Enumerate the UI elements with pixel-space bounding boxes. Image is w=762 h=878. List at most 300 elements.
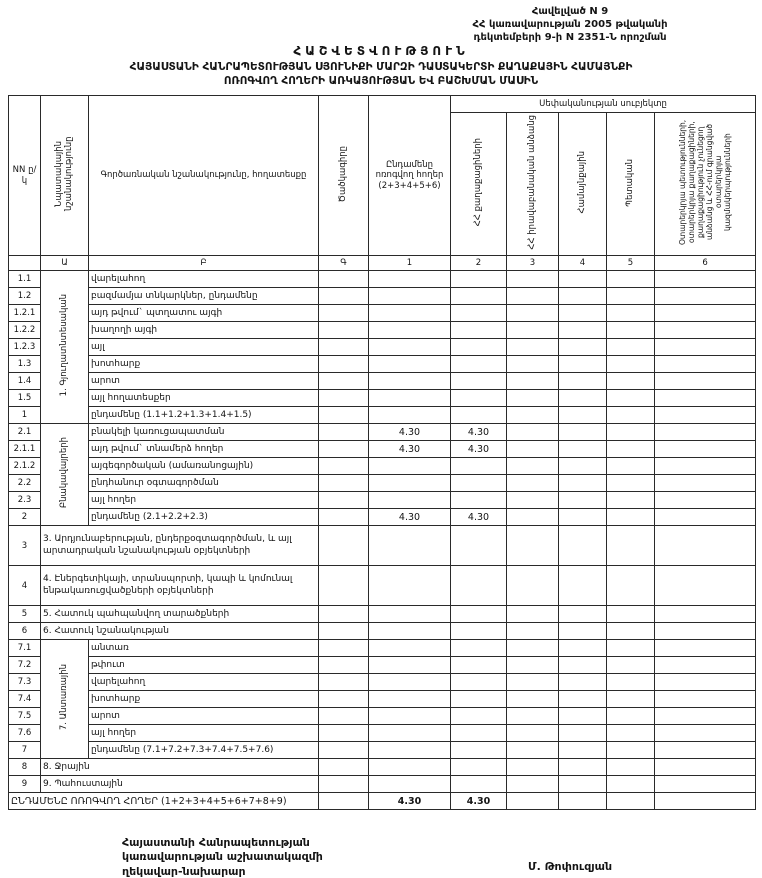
owner-value-cell: 4.30 — [451, 441, 507, 458]
row-number-cell: 2.1 — [9, 424, 41, 441]
owner-value-cell — [655, 322, 756, 339]
owner-value-cell — [451, 305, 507, 322]
owner-value-cell — [451, 322, 507, 339]
owner-value-cell — [655, 742, 756, 759]
total-value-cell — [369, 526, 451, 566]
owner-value-cell — [559, 373, 607, 390]
table-row — [9, 526, 756, 566]
owner-value-cell — [559, 674, 607, 691]
total-value-cell — [369, 606, 451, 623]
total-value-cell: 4.30 — [369, 793, 451, 810]
owner-value-cell — [559, 390, 607, 407]
owner-value-cell — [655, 776, 756, 793]
owner-value-cell — [451, 674, 507, 691]
column-letter: Գ — [319, 256, 369, 271]
owner-value-cell — [507, 691, 559, 708]
owner-value-cell — [451, 640, 507, 657]
owner-value-cell — [451, 526, 507, 566]
appendix-line-3: դեկտեմբերի 9-ի N 2351-Ն որոշման — [473, 32, 667, 43]
appendix-line-1: Հավելված N 9 — [531, 6, 609, 17]
owner-value-cell — [655, 691, 756, 708]
owner-value-cell — [655, 288, 756, 305]
owner-value-cell — [607, 640, 655, 657]
row-number-cell: 2.3 — [9, 492, 41, 509]
owner-value-cell — [559, 742, 607, 759]
owner-value-cell — [559, 606, 607, 623]
land-type-cell: այլ հողեր — [89, 492, 319, 509]
column-header-owner-citizens — [451, 113, 507, 256]
total-value-cell: 4.30 — [369, 509, 451, 526]
land-type-cell: արոտ — [89, 373, 319, 390]
owner-value-cell — [607, 691, 655, 708]
land-type-cell: անտառ — [89, 640, 319, 657]
owner-value-cell — [559, 566, 607, 606]
code-cell — [319, 356, 369, 373]
owner-value-cell — [507, 322, 559, 339]
owner-value-cell — [507, 526, 559, 566]
owner-value-cell — [655, 566, 756, 606]
owner-value-cell — [655, 390, 756, 407]
owner-value-cell — [451, 725, 507, 742]
owner-value-cell — [559, 441, 607, 458]
table-header — [9, 96, 756, 271]
code-cell — [319, 305, 369, 322]
code-cell — [319, 441, 369, 458]
owner-value-cell: 4.30 — [451, 424, 507, 441]
table-row — [9, 606, 756, 623]
report-table — [8, 95, 756, 810]
code-cell — [319, 271, 369, 288]
owner-value-cell — [507, 390, 559, 407]
owner-value-cell: 4.30 — [451, 509, 507, 526]
owner-value-cell — [559, 691, 607, 708]
owner-value-cell — [559, 475, 607, 492]
row-number-cell: 7.4 — [9, 691, 41, 708]
table-row — [9, 640, 756, 657]
column-group-ownership: Սեփականության սուբյեկտը — [451, 96, 756, 113]
total-value-cell — [369, 458, 451, 475]
table-row — [9, 475, 756, 492]
category-label-cell: 3. Արդյունաբերության, ընդերքօգտագործման, և այլ արտադրական նշանակության օբյեկտների — [41, 526, 319, 566]
code-cell — [319, 674, 369, 691]
table-row — [9, 776, 756, 793]
owner-value-cell — [559, 509, 607, 526]
code-cell — [319, 793, 369, 810]
owner-value-cell — [559, 407, 607, 424]
owner-value-cell — [507, 759, 559, 776]
owner-value-cell — [655, 492, 756, 509]
owner-value-cell — [451, 475, 507, 492]
owner-value-cell — [607, 322, 655, 339]
table-row — [9, 691, 756, 708]
total-value-cell — [369, 305, 451, 322]
owner-value-cell — [451, 606, 507, 623]
land-type-cell: բնակելի կառուցապատման — [89, 424, 319, 441]
group-label-cell-text: 7. Անտառային — [58, 663, 69, 731]
group-label-cell — [41, 424, 89, 526]
land-type-cell: վարելահող — [89, 674, 319, 691]
owner-value-cell — [655, 623, 756, 640]
row-number-cell: 2.1.1 — [9, 441, 41, 458]
owner-community-label: Համայնքային — [577, 151, 588, 214]
table-row — [9, 623, 756, 640]
owner-value-cell — [655, 640, 756, 657]
signature-name: Մ. Թոփուզյան — [528, 860, 613, 873]
owner-value-cell — [451, 373, 507, 390]
owner-value-cell — [607, 776, 655, 793]
category-label-cell: 5. Հատուկ պահպանվող տարածքների — [41, 606, 319, 623]
table-row — [9, 458, 756, 475]
owner-value-cell — [607, 566, 655, 606]
owner-value-cell — [451, 691, 507, 708]
row-number-cell: 1.4 — [9, 373, 41, 390]
table-row — [9, 356, 756, 373]
owner-value-cell — [655, 458, 756, 475]
row-number-cell: 1.3 — [9, 356, 41, 373]
total-value-cell — [369, 339, 451, 356]
owner-value-cell — [559, 708, 607, 725]
owner-value-cell — [507, 271, 559, 288]
column-header-code — [319, 96, 369, 256]
owner-value-cell — [607, 441, 655, 458]
owner-value-cell — [655, 441, 756, 458]
code-cell — [319, 640, 369, 657]
owner-value-cell — [507, 441, 559, 458]
owner-value-cell — [451, 458, 507, 475]
owner-value-cell — [607, 271, 655, 288]
owner-value-cell — [451, 708, 507, 725]
total-value-cell — [369, 492, 451, 509]
owner-value-cell — [607, 793, 655, 810]
column-header-owner-foreign — [655, 113, 756, 256]
land-type-cell: այլ հողեր — [89, 725, 319, 742]
code-cell — [319, 759, 369, 776]
row-number-cell: 1 — [9, 407, 41, 424]
row-number-cell: 2 — [9, 509, 41, 526]
land-type-cell: խոտհարք — [89, 691, 319, 708]
owner-value-cell — [607, 742, 655, 759]
owner-value-cell — [507, 793, 559, 810]
row-number-cell: 1.2 — [9, 288, 41, 305]
code-cell — [319, 373, 369, 390]
group-label-cell-text: 1. Գյուղատնտեսական — [58, 293, 69, 397]
table-row — [9, 424, 756, 441]
code-cell — [319, 725, 369, 742]
owner-value-cell — [655, 606, 756, 623]
total-value-cell — [369, 271, 451, 288]
grand-total-row — [9, 793, 756, 810]
title-community-line: ՀԱՅԱՍՏԱՆԻ ՀԱՆՐԱՊԵՏՈՒԹՅԱՆ ՍՅՈՒՆԻՔԻ ՄԱՐԶԻ ԴԱՍՏԱԿԵՐՏԻ ՔԱՂԱՔԱՅԻՆ ՀԱՄԱՅՆՔԻ — [129, 61, 633, 73]
row-number-cell: 8 — [9, 759, 41, 776]
owner-value-cell — [451, 742, 507, 759]
column-header-purpose — [41, 96, 89, 256]
land-type-cell: այգեգործական (ամառանոցային) — [89, 458, 319, 475]
code-cell — [319, 606, 369, 623]
land-type-cell: արոտ — [89, 708, 319, 725]
owner-legal-entities-label: ՀՀ իրավաբանական անձանց — [527, 115, 538, 250]
column-letter — [9, 256, 41, 271]
owner-value-cell — [607, 373, 655, 390]
total-value-cell — [369, 759, 451, 776]
owner-value-cell: 4.30 — [451, 793, 507, 810]
row-number-cell: 7.6 — [9, 725, 41, 742]
owner-value-cell — [507, 776, 559, 793]
column-header-functional: Գործառնական նշանակությունը, հողատեսքը — [89, 96, 319, 256]
owner-value-cell — [559, 305, 607, 322]
header-row-top — [9, 96, 756, 113]
owner-value-cell — [559, 759, 607, 776]
land-type-cell: խաղողի այգի — [89, 322, 319, 339]
row-number-cell: 1.2.1 — [9, 305, 41, 322]
total-value-cell — [369, 407, 451, 424]
owner-value-cell — [655, 725, 756, 742]
owner-value-cell — [607, 424, 655, 441]
code-cell — [319, 509, 369, 526]
owner-value-cell — [559, 492, 607, 509]
owner-value-cell — [655, 526, 756, 566]
owner-value-cell — [451, 492, 507, 509]
row-number-cell: 7.5 — [9, 708, 41, 725]
owner-value-cell — [507, 288, 559, 305]
column-letter: 5 — [607, 256, 655, 271]
document-title — [0, 44, 762, 88]
owner-value-cell — [655, 759, 756, 776]
owner-value-cell — [655, 271, 756, 288]
owner-value-cell — [507, 475, 559, 492]
owner-value-cell — [655, 674, 756, 691]
title-main: ՀԱՇՎԵՏՎՈՒԹՅՈՒՆ — [293, 44, 469, 58]
signature-authority-line-3: ղեկավար-նախարար — [122, 864, 246, 878]
row-number-cell: 7.1 — [9, 640, 41, 657]
owner-foreign-label: Օտարերկրյա պետությունների, օտարերկրյա քաղաքացիների, քաղաքացիություն չունեցող անձանց և ՀՀ-ում գրանցված օտարերկրյա կազմակերպությունների — [678, 119, 733, 245]
owner-value-cell — [507, 657, 559, 674]
owner-value-cell — [655, 407, 756, 424]
owner-value-cell — [655, 509, 756, 526]
owner-value-cell — [607, 407, 655, 424]
table-row — [9, 339, 756, 356]
total-value-cell — [369, 674, 451, 691]
owner-value-cell — [507, 606, 559, 623]
total-value-cell: 4.30 — [369, 424, 451, 441]
owner-value-cell — [559, 776, 607, 793]
title-subject-line: ՈՌՈԳՎՈՂ ՀՈՂԵՐԻ ԱՌԿԱՅՈՒԹՅԱՆ ԵՎ ԲԱՇԽՄԱՆ ՄԱՍԻՆ — [223, 75, 539, 88]
owner-value-cell — [559, 657, 607, 674]
land-type-cell: այլ հողատեսքեր — [89, 390, 319, 407]
owner-value-cell — [451, 288, 507, 305]
row-number-cell: 1.1 — [9, 271, 41, 288]
owner-value-cell — [655, 475, 756, 492]
table-row — [9, 441, 756, 458]
owner-value-cell — [507, 373, 559, 390]
report-table-body — [9, 271, 756, 810]
total-value-cell — [369, 657, 451, 674]
column-header-owner-state — [607, 113, 655, 256]
owner-value-cell — [607, 759, 655, 776]
land-type-cell: ընդամենը (7.1+7.2+7.3+7.4+7.5+7.6) — [89, 742, 319, 759]
table-row — [9, 288, 756, 305]
category-label-cell: 8. Ջրային — [41, 759, 319, 776]
owner-value-cell — [451, 566, 507, 606]
owner-value-cell — [559, 623, 607, 640]
land-type-cell: այդ թվում` պտղատու այգի — [89, 305, 319, 322]
signature-authority-line-1: Հայաստանի Հանրապետության — [122, 836, 310, 849]
table-row — [9, 390, 756, 407]
owner-value-cell — [507, 674, 559, 691]
land-type-cell: բազմամյա տնկարկներ, ընդամենը — [89, 288, 319, 305]
table-row — [9, 657, 756, 674]
owner-value-cell — [559, 322, 607, 339]
code-cell — [319, 475, 369, 492]
table-row — [9, 271, 756, 288]
code-cell — [319, 492, 369, 509]
owner-value-cell — [507, 305, 559, 322]
column-letter: 2 — [451, 256, 507, 271]
owner-value-cell — [655, 793, 756, 810]
table-row — [9, 305, 756, 322]
column-letter: 1 — [369, 256, 451, 271]
owner-value-cell — [607, 458, 655, 475]
owner-value-cell — [507, 742, 559, 759]
owner-value-cell — [655, 305, 756, 322]
owner-value-cell — [607, 475, 655, 492]
code-cell — [319, 623, 369, 640]
group-label-cell — [41, 640, 89, 759]
owner-value-cell — [559, 526, 607, 566]
owner-value-cell — [451, 271, 507, 288]
table-row — [9, 566, 756, 606]
grand-total-label-cell: ԸՆԴԱՄԵՆԸ ՈՌՈԳՎՈՂ ՀՈՂԵՐ (1+2+3+4+5+6+7+8+9) — [9, 793, 319, 810]
owner-value-cell — [559, 793, 607, 810]
code-cell — [319, 322, 369, 339]
total-value-cell — [369, 356, 451, 373]
column-letter: Բ — [89, 256, 319, 271]
owner-value-cell — [507, 708, 559, 725]
owner-value-cell — [559, 356, 607, 373]
owner-value-cell — [607, 623, 655, 640]
table-row — [9, 674, 756, 691]
land-type-cell: թփուտ — [89, 657, 319, 674]
appendix-reference — [390, 5, 750, 44]
group-label-cell — [41, 271, 89, 424]
owner-value-cell — [607, 725, 655, 742]
total-value-cell — [369, 475, 451, 492]
owner-value-cell — [507, 640, 559, 657]
row-number-cell: 7.3 — [9, 674, 41, 691]
appendix-line-2: ՀՀ կառավարության 2005 թվականի — [472, 19, 668, 30]
total-value-cell — [369, 322, 451, 339]
code-cell — [319, 458, 369, 475]
total-value-cell — [369, 623, 451, 640]
column-letters-row — [9, 256, 756, 271]
land-type-cell: վարելահող — [89, 271, 319, 288]
table-row — [9, 373, 756, 390]
owner-value-cell — [559, 339, 607, 356]
row-number-cell: 7 — [9, 742, 41, 759]
owner-value-cell — [655, 657, 756, 674]
code-cell — [319, 566, 369, 606]
category-label-cell: 9. Պահուստային — [41, 776, 319, 793]
owner-value-cell — [607, 492, 655, 509]
owner-value-cell — [607, 339, 655, 356]
row-number-cell: 6 — [9, 623, 41, 640]
owner-citizens-label: ՀՀ քաղաքացիների — [473, 138, 484, 227]
owner-value-cell — [507, 509, 559, 526]
row-number-cell: 5 — [9, 606, 41, 623]
owner-value-cell — [451, 390, 507, 407]
total-value-cell — [369, 390, 451, 407]
land-type-cell: այլ — [89, 339, 319, 356]
row-number-cell: 4 — [9, 566, 41, 606]
code-cell — [319, 339, 369, 356]
land-type-cell: այդ թվում` տնամերձ հողեր — [89, 441, 319, 458]
row-number-cell: 1.5 — [9, 390, 41, 407]
owner-value-cell — [507, 407, 559, 424]
owner-value-cell — [507, 623, 559, 640]
owner-value-cell — [451, 623, 507, 640]
owner-value-cell — [507, 356, 559, 373]
code-cell — [319, 390, 369, 407]
owner-value-cell — [607, 708, 655, 725]
owner-value-cell — [655, 708, 756, 725]
land-type-cell: ընդամենը (2.1+2.2+2.3) — [89, 509, 319, 526]
owner-value-cell — [655, 424, 756, 441]
code-cell — [319, 776, 369, 793]
owner-value-cell — [507, 492, 559, 509]
category-label-cell: 4. Էներգետիկայի, տրանսպորտի, կապի և կոմունալ ենթակառուցվածքների օբյեկտների — [41, 566, 319, 606]
row-number-cell: 2.1.2 — [9, 458, 41, 475]
owner-value-cell — [559, 640, 607, 657]
owner-value-cell — [507, 725, 559, 742]
owner-value-cell — [451, 759, 507, 776]
owner-value-cell — [607, 674, 655, 691]
column-header-purpose-label: Նպատակային նշանակությունը — [54, 136, 75, 212]
category-label-cell: 6. Հատուկ նշանակության — [41, 623, 319, 640]
land-type-cell: ընդհանուր օգտագործման — [89, 475, 319, 492]
code-cell — [319, 424, 369, 441]
row-number-cell: 7.2 — [9, 657, 41, 674]
owner-value-cell — [607, 390, 655, 407]
code-cell — [319, 691, 369, 708]
owner-value-cell — [451, 776, 507, 793]
group-label-cell-text: Բնակավայրերի — [58, 436, 69, 509]
total-value-cell — [369, 725, 451, 742]
column-header-nn: NN ը/կ — [9, 96, 41, 256]
owner-value-cell — [559, 424, 607, 441]
total-value-cell: 4.30 — [369, 441, 451, 458]
column-header-total: Ընդամենը ոռոգվող հողեր (2+3+4+5+6) — [369, 96, 451, 256]
row-number-cell: 9 — [9, 776, 41, 793]
owner-value-cell — [451, 356, 507, 373]
owner-value-cell — [607, 526, 655, 566]
owner-value-cell — [607, 356, 655, 373]
land-type-cell: ընդամենը (1.1+1.2+1.3+1.4+1.5) — [89, 407, 319, 424]
total-value-cell — [369, 742, 451, 759]
total-value-cell — [369, 776, 451, 793]
total-value-cell — [369, 566, 451, 606]
signature-authority-block — [122, 836, 323, 878]
column-letter: Ա — [41, 256, 89, 271]
table-row — [9, 407, 756, 424]
code-cell — [319, 288, 369, 305]
owner-value-cell — [655, 373, 756, 390]
owner-value-cell — [655, 339, 756, 356]
owner-value-cell — [507, 339, 559, 356]
row-number-cell: 2.2 — [9, 475, 41, 492]
owner-value-cell — [655, 356, 756, 373]
row-number-cell: 1.2.2 — [9, 322, 41, 339]
owner-value-cell — [607, 305, 655, 322]
row-number-cell: 1.2.3 — [9, 339, 41, 356]
